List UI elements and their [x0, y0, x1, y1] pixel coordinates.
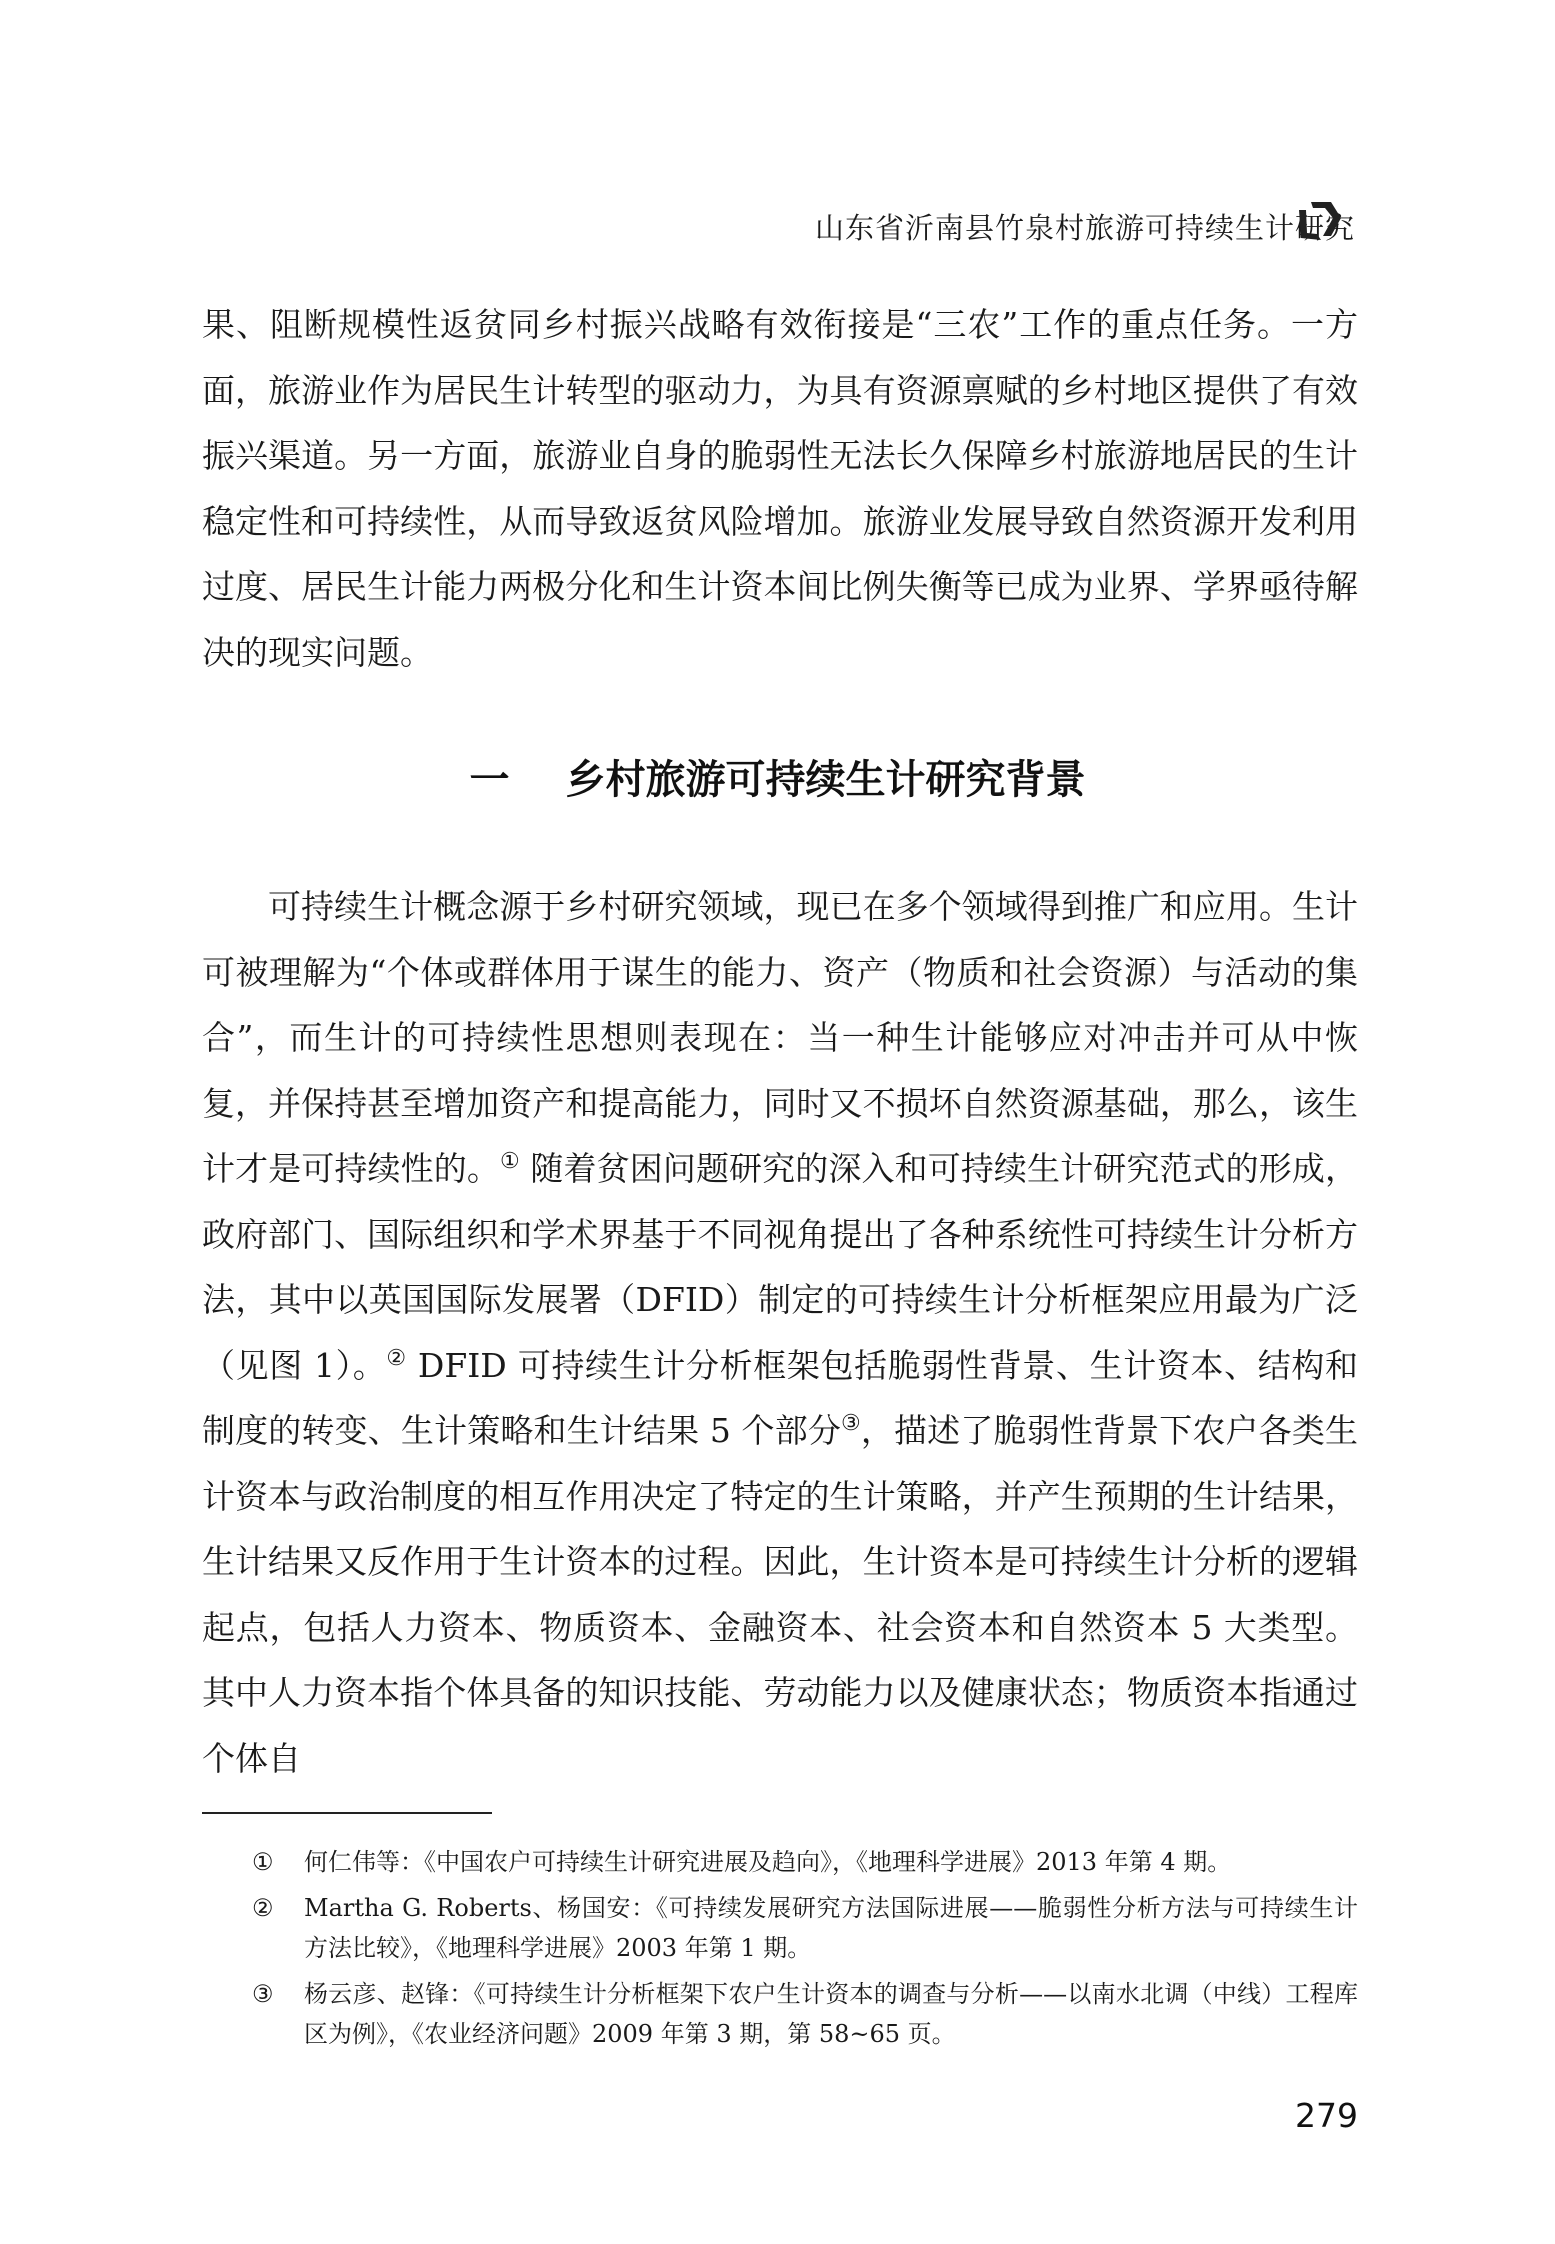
section-title: 乡村旅游可持续生计研究背景 — [565, 757, 1086, 803]
footnotes — [252, 1842, 1358, 2060]
footnote-mark: ③ — [252, 1980, 274, 2008]
section-heading — [0, 748, 1555, 805]
footnote-ref-2[interactable]: ② — [386, 1345, 407, 1371]
footnote-mark: ② — [252, 1894, 274, 1922]
page-number: 279 — [1295, 2096, 1358, 2135]
running-title: 山东省沂南县竹泉村旅游可持续生计研究 — [814, 210, 1355, 245]
footnote-text: Martha G. Roberts、杨国安：《可持续发展研究方法国际进展——脆弱性分析方法与可持续生计方法比较》，《地理科学进展》2003 年第 1 期。 — [304, 1894, 1358, 1962]
chapter-mark-icon — [1295, 190, 1355, 250]
paragraph-text: DFID 可持续生计分析框架包括脆弱性背景、生计资本、结构和制度的转变、生计策略和生计结果 5 个部分 — [202, 1345, 1358, 1450]
footnote-ref-1[interactable]: ① — [499, 1149, 520, 1174]
footnote-ref-3[interactable]: ③ — [841, 1411, 861, 1436]
footnote-divider — [202, 1812, 492, 1814]
footnote-3 — [252, 1974, 1358, 2054]
footnote-text: 何仁伟等：《中国农户可持续生计研究进展及趋向》，《地理科学进展》2013 年第 4 期。 — [304, 1848, 1232, 1876]
footnote-mark: ① — [252, 1848, 274, 1876]
paragraph-text: 可持续生计概念源于乡村研究领域，现已在多个领域得到推广和应用。生计可被理解为“个体或群体用于谋生的能力、资产（物质和社会资源）与活动的集合”，而生计的可持续性思想则表现在：当一种生计能够应对冲击并可从中恢复，并保持甚至增加资产和提高能力，同时又不损坏自然资源基础，那么，该生计才是可持续性的。 — [202, 887, 1358, 1188]
footnote-text: 杨云彦、赵锋：《可持续生计分析框架下农户生计资本的调查与分析——以南水北调（中线）工程库区为例》，《农业经济问题》2009 年第 3 期，第 58~65 页。 — [304, 1980, 1358, 2048]
paragraph-main — [202, 874, 1358, 1791]
section-number: 一 — [469, 757, 510, 803]
paragraph-text: 随着贫困问题研究的深入和可持续生计研究范式的形成，政府部门、国际组织和学术界基于不同视角提出了各种系统性可持续生计分析方法，其中以英国国际发展署（DFID）制定的可持续生计分析框架应用最为广泛（见图 1）。 — [202, 1149, 1358, 1385]
footnote-2 — [252, 1888, 1358, 1968]
paragraph-continued: 果、阻断规模性返贫同乡村振兴战略有效衔接是“三农”工作的重点任务。一方面，旅游业作为居民生计转型的驱动力，为具有资源禀赋的乡村地区提供了有效振兴渠道。另一方面，旅游业自身的脆弱性无法长久保障乡村旅游地居民的生计稳定性和可持续性，从而导致返贫风险增加。旅游业发展导致自然资源开发利用过度、居民生计能力两极分化和生计资本间比例失衡等已成为业界、学界亟待解决的现实问题。 — [202, 305, 1358, 672]
running-head — [815, 196, 1355, 256]
paragraph-text: ，描述了脆弱性背景下农户各类生计资本与政治制度的相互作用决定了特定的生计策略，并产生预期的生计结果，生计结果又反作用于生计资本的过程。因此，生计资本是可持续生计分析的逻辑起点，包括人力资本、物质资本、金融资本、社会资本和自然资本 5 大类型。其中人力资本指个体具备的知识技能、劳动能力以及健康状态；物质资本指通过个体自 — [202, 1411, 1358, 1778]
footnote-1 — [252, 1842, 1358, 1882]
